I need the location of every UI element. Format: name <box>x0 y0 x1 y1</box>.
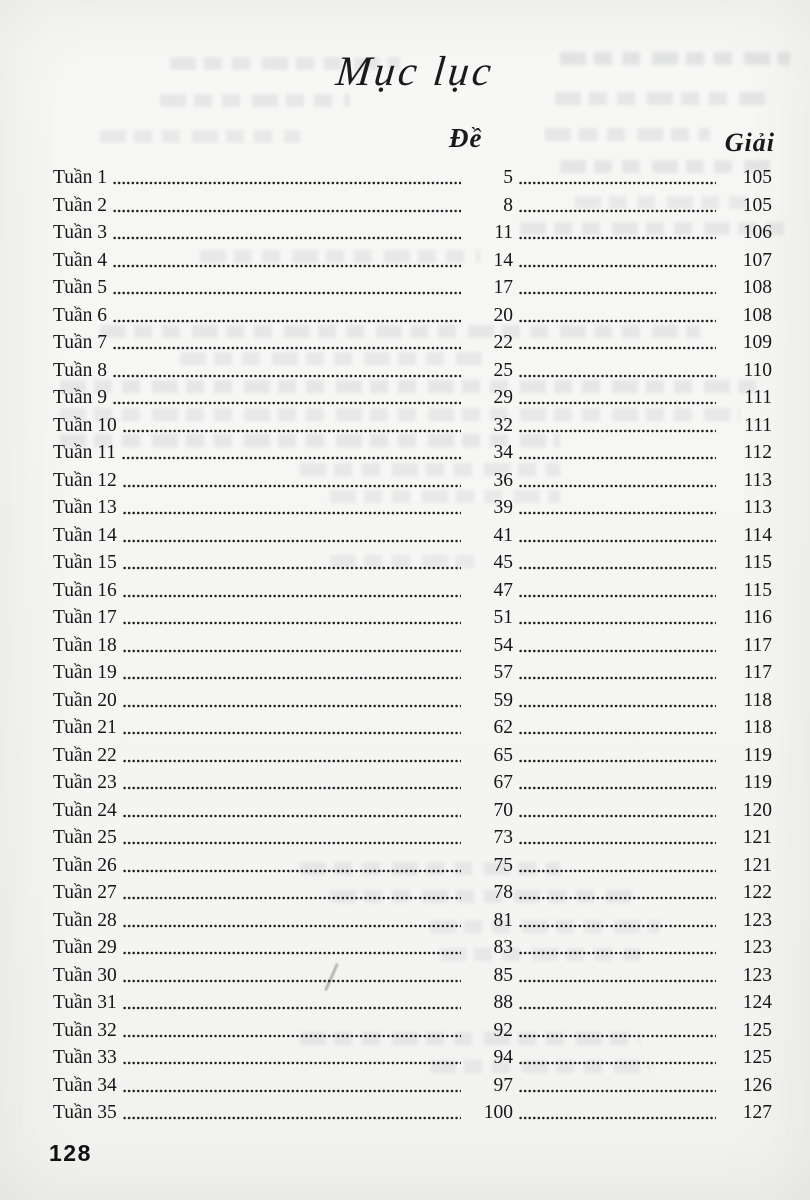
toc-row-left-group <box>53 384 513 412</box>
toc-row <box>53 192 772 220</box>
dot-leader <box>519 1061 716 1065</box>
toc-row-left-group <box>53 1099 513 1127</box>
toc-row-giai-page: 115 <box>743 552 772 573</box>
dot-leader <box>123 1061 461 1065</box>
toc-row-left-group <box>53 192 513 220</box>
toc-row-label: Tuần 9 <box>53 387 108 408</box>
dot-leader <box>113 346 461 350</box>
toc-row-de-page: 17 <box>493 277 513 298</box>
toc-row-giai-page: 116 <box>743 607 772 628</box>
toc-row-label: Tuần 25 <box>53 827 117 848</box>
toc-row-giai-page: 118 <box>743 717 772 738</box>
column-header-de: Đề <box>449 123 483 153</box>
dot-leader <box>519 484 716 488</box>
dot-leader <box>113 374 461 378</box>
toc-row-giai-page: 111 <box>744 414 772 436</box>
toc-row-left-group <box>53 852 513 880</box>
toc-row-left-group <box>53 467 513 495</box>
toc-row <box>53 522 772 550</box>
toc-row-de-page: 85 <box>493 964 513 986</box>
dot-leader <box>113 181 461 185</box>
toc-row-de-page: 22 <box>493 332 513 353</box>
toc-row-giai-page: 106 <box>742 222 772 243</box>
toc-row-label: Tuần 20 <box>53 689 117 711</box>
toc-row <box>53 357 772 385</box>
toc-row-label: Tuần 30 <box>53 964 117 986</box>
toc-row-giai-page: 126 <box>742 1074 772 1096</box>
toc-row-label: Tuần 12 <box>53 469 117 491</box>
dot-leader <box>123 896 461 900</box>
dot-leader <box>519 759 716 763</box>
dot-leader <box>519 319 716 323</box>
dot-leader <box>123 1034 461 1038</box>
toc-row-left-group <box>53 742 513 770</box>
toc-row-de-page: 88 <box>493 992 513 1013</box>
toc-row-label: Tuần 35 <box>53 1102 117 1123</box>
toc-row-left-group <box>53 329 513 357</box>
dot-leader <box>519 1034 716 1038</box>
dot-leader <box>519 1089 716 1093</box>
toc-row-label: Tuần 34 <box>53 1074 117 1096</box>
toc-row <box>53 989 772 1017</box>
toc-row-label: Tuần 28 <box>53 909 117 931</box>
toc-row-de-page: 62 <box>493 717 513 738</box>
toc-row-label: Tuần 13 <box>53 497 117 518</box>
dot-leader <box>123 1006 461 1010</box>
toc-row-giai-page: 107 <box>742 249 772 271</box>
toc-row-label: Tuần 14 <box>53 524 117 546</box>
toc-row-left-group <box>53 989 513 1017</box>
toc-row-left-group <box>53 439 513 467</box>
toc-row-label: Tuần 32 <box>53 1019 117 1041</box>
dot-leader <box>122 456 461 460</box>
toc-row-giai-page: 124 <box>742 992 772 1013</box>
page-number: 128 <box>49 1140 92 1166</box>
dot-leader <box>113 319 461 323</box>
toc-row-label: Tuần 27 <box>53 882 117 903</box>
toc-row <box>53 687 772 715</box>
toc-row-de-page: 32 <box>493 414 513 436</box>
toc-row-label: Tuần 1 <box>53 167 108 188</box>
toc-row-giai-page: 109 <box>742 332 772 353</box>
toc-row-label: Tuần 15 <box>53 552 117 573</box>
dot-leader <box>113 209 461 213</box>
toc-row-left-group <box>53 1017 513 1045</box>
toc-row-de-page: 73 <box>493 827 513 848</box>
toc-row-giai-page: 113 <box>743 497 772 518</box>
dot-leader <box>519 676 716 680</box>
toc-row-label: Tuần 7 <box>53 332 108 353</box>
toc-row <box>53 742 772 770</box>
toc-row-left-group <box>53 494 513 522</box>
toc-row <box>53 274 772 302</box>
dot-leader <box>519 841 716 845</box>
toc-row <box>53 907 772 935</box>
dot-leader <box>519 374 716 378</box>
toc-row <box>53 164 772 192</box>
toc-row <box>53 879 772 907</box>
toc-row <box>53 714 772 742</box>
bleed-through-smudge <box>100 130 300 143</box>
toc-row-de-page: 57 <box>493 662 513 683</box>
toc-row <box>53 494 772 522</box>
toc-row <box>53 467 772 495</box>
toc-row-de-page: 8 <box>503 194 513 216</box>
toc-row-de-page: 54 <box>493 634 513 656</box>
toc-row-label: Tuần 6 <box>53 304 108 326</box>
toc-row-de-page: 11 <box>494 222 513 243</box>
dot-leader <box>123 1116 461 1120</box>
toc-row-label: Tuần 23 <box>53 772 117 793</box>
toc-row-giai-page: 108 <box>742 304 772 326</box>
dot-leader <box>123 759 461 763</box>
dot-leader <box>123 951 461 955</box>
toc-row <box>53 934 772 962</box>
toc-row-de-page: 78 <box>493 882 513 903</box>
dot-leader <box>123 649 461 653</box>
dot-leader <box>519 291 716 295</box>
dot-leader <box>519 704 716 708</box>
toc-row <box>53 219 772 247</box>
dot-leader <box>123 704 461 708</box>
toc-row-label: Tuần 4 <box>53 249 108 271</box>
bleed-through-smudge <box>545 128 710 141</box>
toc-row-de-page: 97 <box>493 1074 513 1096</box>
toc-row-label: Tuần 11 <box>53 442 117 463</box>
toc-row-de-page: 65 <box>493 744 513 766</box>
toc-row-left-group <box>53 247 513 275</box>
toc-row-giai-page: 125 <box>742 1047 772 1068</box>
toc-row-de-page: 94 <box>493 1047 513 1068</box>
toc-row-left-group <box>53 907 513 935</box>
toc-row <box>53 604 772 632</box>
toc-row <box>53 329 772 357</box>
toc-row-left-group <box>53 412 513 440</box>
toc-row-label: Tuần 29 <box>53 937 117 958</box>
dot-leader <box>123 429 461 433</box>
toc-row-giai-page: 115 <box>743 579 772 601</box>
toc-row-giai-page: 117 <box>743 634 772 656</box>
toc-row <box>53 577 772 605</box>
toc-row-giai-page: 120 <box>742 799 772 821</box>
toc-row-de-page: 92 <box>493 1019 513 1041</box>
toc-row-giai-page: 119 <box>743 744 772 766</box>
toc-row <box>53 962 772 990</box>
toc-row-de-page: 51 <box>493 607 513 628</box>
toc-row <box>53 302 772 330</box>
toc-row-left-group <box>53 219 513 247</box>
toc-row-giai-page: 122 <box>742 882 772 903</box>
toc-row-giai-page: 105 <box>742 194 772 216</box>
column-header-giai: Giải <box>724 128 775 157</box>
toc-row-label: Tuần 24 <box>53 799 117 821</box>
toc-row-de-page: 70 <box>493 799 513 821</box>
dot-leader <box>519 264 716 268</box>
toc-row <box>53 439 772 467</box>
toc-row-label: Tuần 18 <box>53 634 117 656</box>
toc-row-label: Tuần 26 <box>53 854 117 876</box>
toc-row <box>53 412 772 440</box>
dot-leader <box>519 346 716 350</box>
toc-row-left-group <box>53 632 513 660</box>
page-title: Mục lục <box>333 49 497 95</box>
toc-row-de-page: 45 <box>493 552 513 573</box>
dot-leader <box>519 456 716 460</box>
dot-leader <box>519 594 716 598</box>
dot-leader <box>519 181 716 185</box>
toc-row-giai-page: 110 <box>743 359 772 381</box>
dot-leader <box>123 869 461 873</box>
toc-row <box>53 1044 772 1072</box>
toc-row-left-group <box>53 604 513 632</box>
toc-row-de-page: 20 <box>493 304 513 326</box>
toc-row-left-group <box>53 357 513 385</box>
dot-leader <box>113 264 461 268</box>
toc-row-left-group <box>53 659 513 687</box>
toc-row-de-page: 59 <box>493 689 513 711</box>
toc-row-left-group <box>53 522 513 550</box>
dot-leader <box>123 566 461 570</box>
dot-leader <box>519 236 716 240</box>
toc-row-left-group <box>53 549 513 577</box>
dot-leader <box>123 814 461 818</box>
toc-row-left-group <box>53 1044 513 1072</box>
toc-row-de-page: 39 <box>493 497 513 518</box>
dot-leader <box>519 979 716 983</box>
toc-row-label: Tuần 16 <box>53 579 117 601</box>
dot-leader <box>519 209 716 213</box>
toc-row-giai-page: 112 <box>743 442 772 463</box>
toc-row <box>53 247 772 275</box>
dot-leader <box>519 429 716 433</box>
dot-leader <box>519 951 716 955</box>
toc-row-label: Tuần 19 <box>53 662 117 683</box>
toc-row <box>53 852 772 880</box>
toc-row-label: Tuần 31 <box>53 992 117 1013</box>
toc-row-giai-page: 127 <box>742 1102 772 1123</box>
toc-row <box>53 632 772 660</box>
toc-row-giai-page: 123 <box>742 937 772 958</box>
toc-list <box>53 164 772 1127</box>
toc-row <box>53 1072 772 1100</box>
toc-row-label: Tuần 10 <box>53 414 117 436</box>
toc-row <box>53 1017 772 1045</box>
toc-row <box>53 1099 772 1127</box>
toc-row-left-group <box>53 769 513 797</box>
toc-row-giai-page: 105 <box>742 167 772 188</box>
toc-row-giai-page: 113 <box>743 469 772 491</box>
dot-leader <box>123 731 461 735</box>
dot-leader <box>519 621 716 625</box>
toc-row-left-group <box>53 1072 513 1100</box>
toc-row-giai-page: 121 <box>742 827 772 848</box>
toc-row-label: Tuần 3 <box>53 222 108 243</box>
dot-leader <box>123 676 461 680</box>
toc-row-giai-page: 125 <box>742 1019 772 1041</box>
toc-row-giai-page: 119 <box>743 772 772 793</box>
dot-leader <box>113 401 461 405</box>
dot-leader <box>519 869 716 873</box>
toc-row-label: Tuần 33 <box>53 1047 117 1068</box>
toc-row-giai-page: 118 <box>743 689 772 711</box>
toc-row-left-group <box>53 934 513 962</box>
toc-row-de-page: 67 <box>493 772 513 793</box>
toc-row <box>53 797 772 825</box>
toc-row-label: Tuần 22 <box>53 744 117 766</box>
toc-row-giai-page: 108 <box>742 277 772 298</box>
toc-row-de-page: 41 <box>493 524 513 546</box>
dot-leader <box>113 291 461 295</box>
dot-leader <box>519 1116 716 1120</box>
toc-row-left-group <box>53 302 513 330</box>
toc-row <box>53 659 772 687</box>
toc-row-label: Tuần 2 <box>53 194 108 216</box>
dot-leader <box>519 539 716 543</box>
toc-row-de-page: 25 <box>493 359 513 381</box>
toc-row-label: Tuần 17 <box>53 607 117 628</box>
toc-row-left-group <box>53 962 513 990</box>
toc-row-label: Tuần 5 <box>53 277 108 298</box>
toc-row-de-page: 81 <box>493 909 513 931</box>
toc-row-de-page: 34 <box>493 442 513 463</box>
toc-row-de-page: 14 <box>493 249 513 271</box>
toc-row-de-page: 83 <box>493 937 513 958</box>
dot-leader <box>123 539 461 543</box>
toc-row-label: Tuần 8 <box>53 359 108 381</box>
dot-leader <box>123 484 461 488</box>
toc-row-de-page: 36 <box>493 469 513 491</box>
toc-row-left-group <box>53 879 513 907</box>
dot-leader <box>519 401 716 405</box>
toc-row-de-page: 75 <box>493 854 513 876</box>
toc-row-left-group <box>53 687 513 715</box>
dot-leader <box>123 594 461 598</box>
toc-row-giai-page: 117 <box>743 662 772 683</box>
dot-leader <box>123 1089 461 1093</box>
toc-row-label: Tuần 21 <box>53 717 117 738</box>
dot-leader <box>519 786 716 790</box>
dot-leader <box>123 841 461 845</box>
toc-row <box>53 769 772 797</box>
toc-row-left-group <box>53 714 513 742</box>
toc-row-de-page: 29 <box>493 387 513 408</box>
dot-leader <box>519 511 716 515</box>
toc-row-giai-page: 114 <box>743 524 772 546</box>
dot-leader <box>519 1006 716 1010</box>
toc-row-giai-page: 121 <box>742 854 772 876</box>
toc-row-de-page: 5 <box>503 167 513 188</box>
dot-leader <box>519 566 716 570</box>
toc-row <box>53 384 772 412</box>
dot-leader <box>123 621 461 625</box>
toc-row <box>53 549 772 577</box>
dot-leader <box>519 649 716 653</box>
dot-leader <box>519 814 716 818</box>
toc-row-giai-page: 123 <box>742 909 772 931</box>
dot-leader <box>123 979 461 983</box>
dot-leader <box>123 511 461 515</box>
dot-leader <box>123 786 461 790</box>
toc-row-giai-page: 111 <box>744 387 772 408</box>
toc-row <box>53 824 772 852</box>
dot-leader <box>123 924 461 928</box>
toc-row-left-group <box>53 164 513 192</box>
toc-row-left-group <box>53 824 513 852</box>
dot-leader <box>113 236 461 240</box>
dot-leader <box>519 731 716 735</box>
toc-row-de-page: 47 <box>493 579 513 601</box>
toc-row-de-page: 100 <box>483 1102 513 1123</box>
toc-row-left-group <box>53 577 513 605</box>
dot-leader <box>519 924 716 928</box>
toc-row-left-group <box>53 274 513 302</box>
toc-row-giai-page: 123 <box>742 964 772 986</box>
dot-leader <box>519 896 716 900</box>
toc-row-left-group <box>53 797 513 825</box>
